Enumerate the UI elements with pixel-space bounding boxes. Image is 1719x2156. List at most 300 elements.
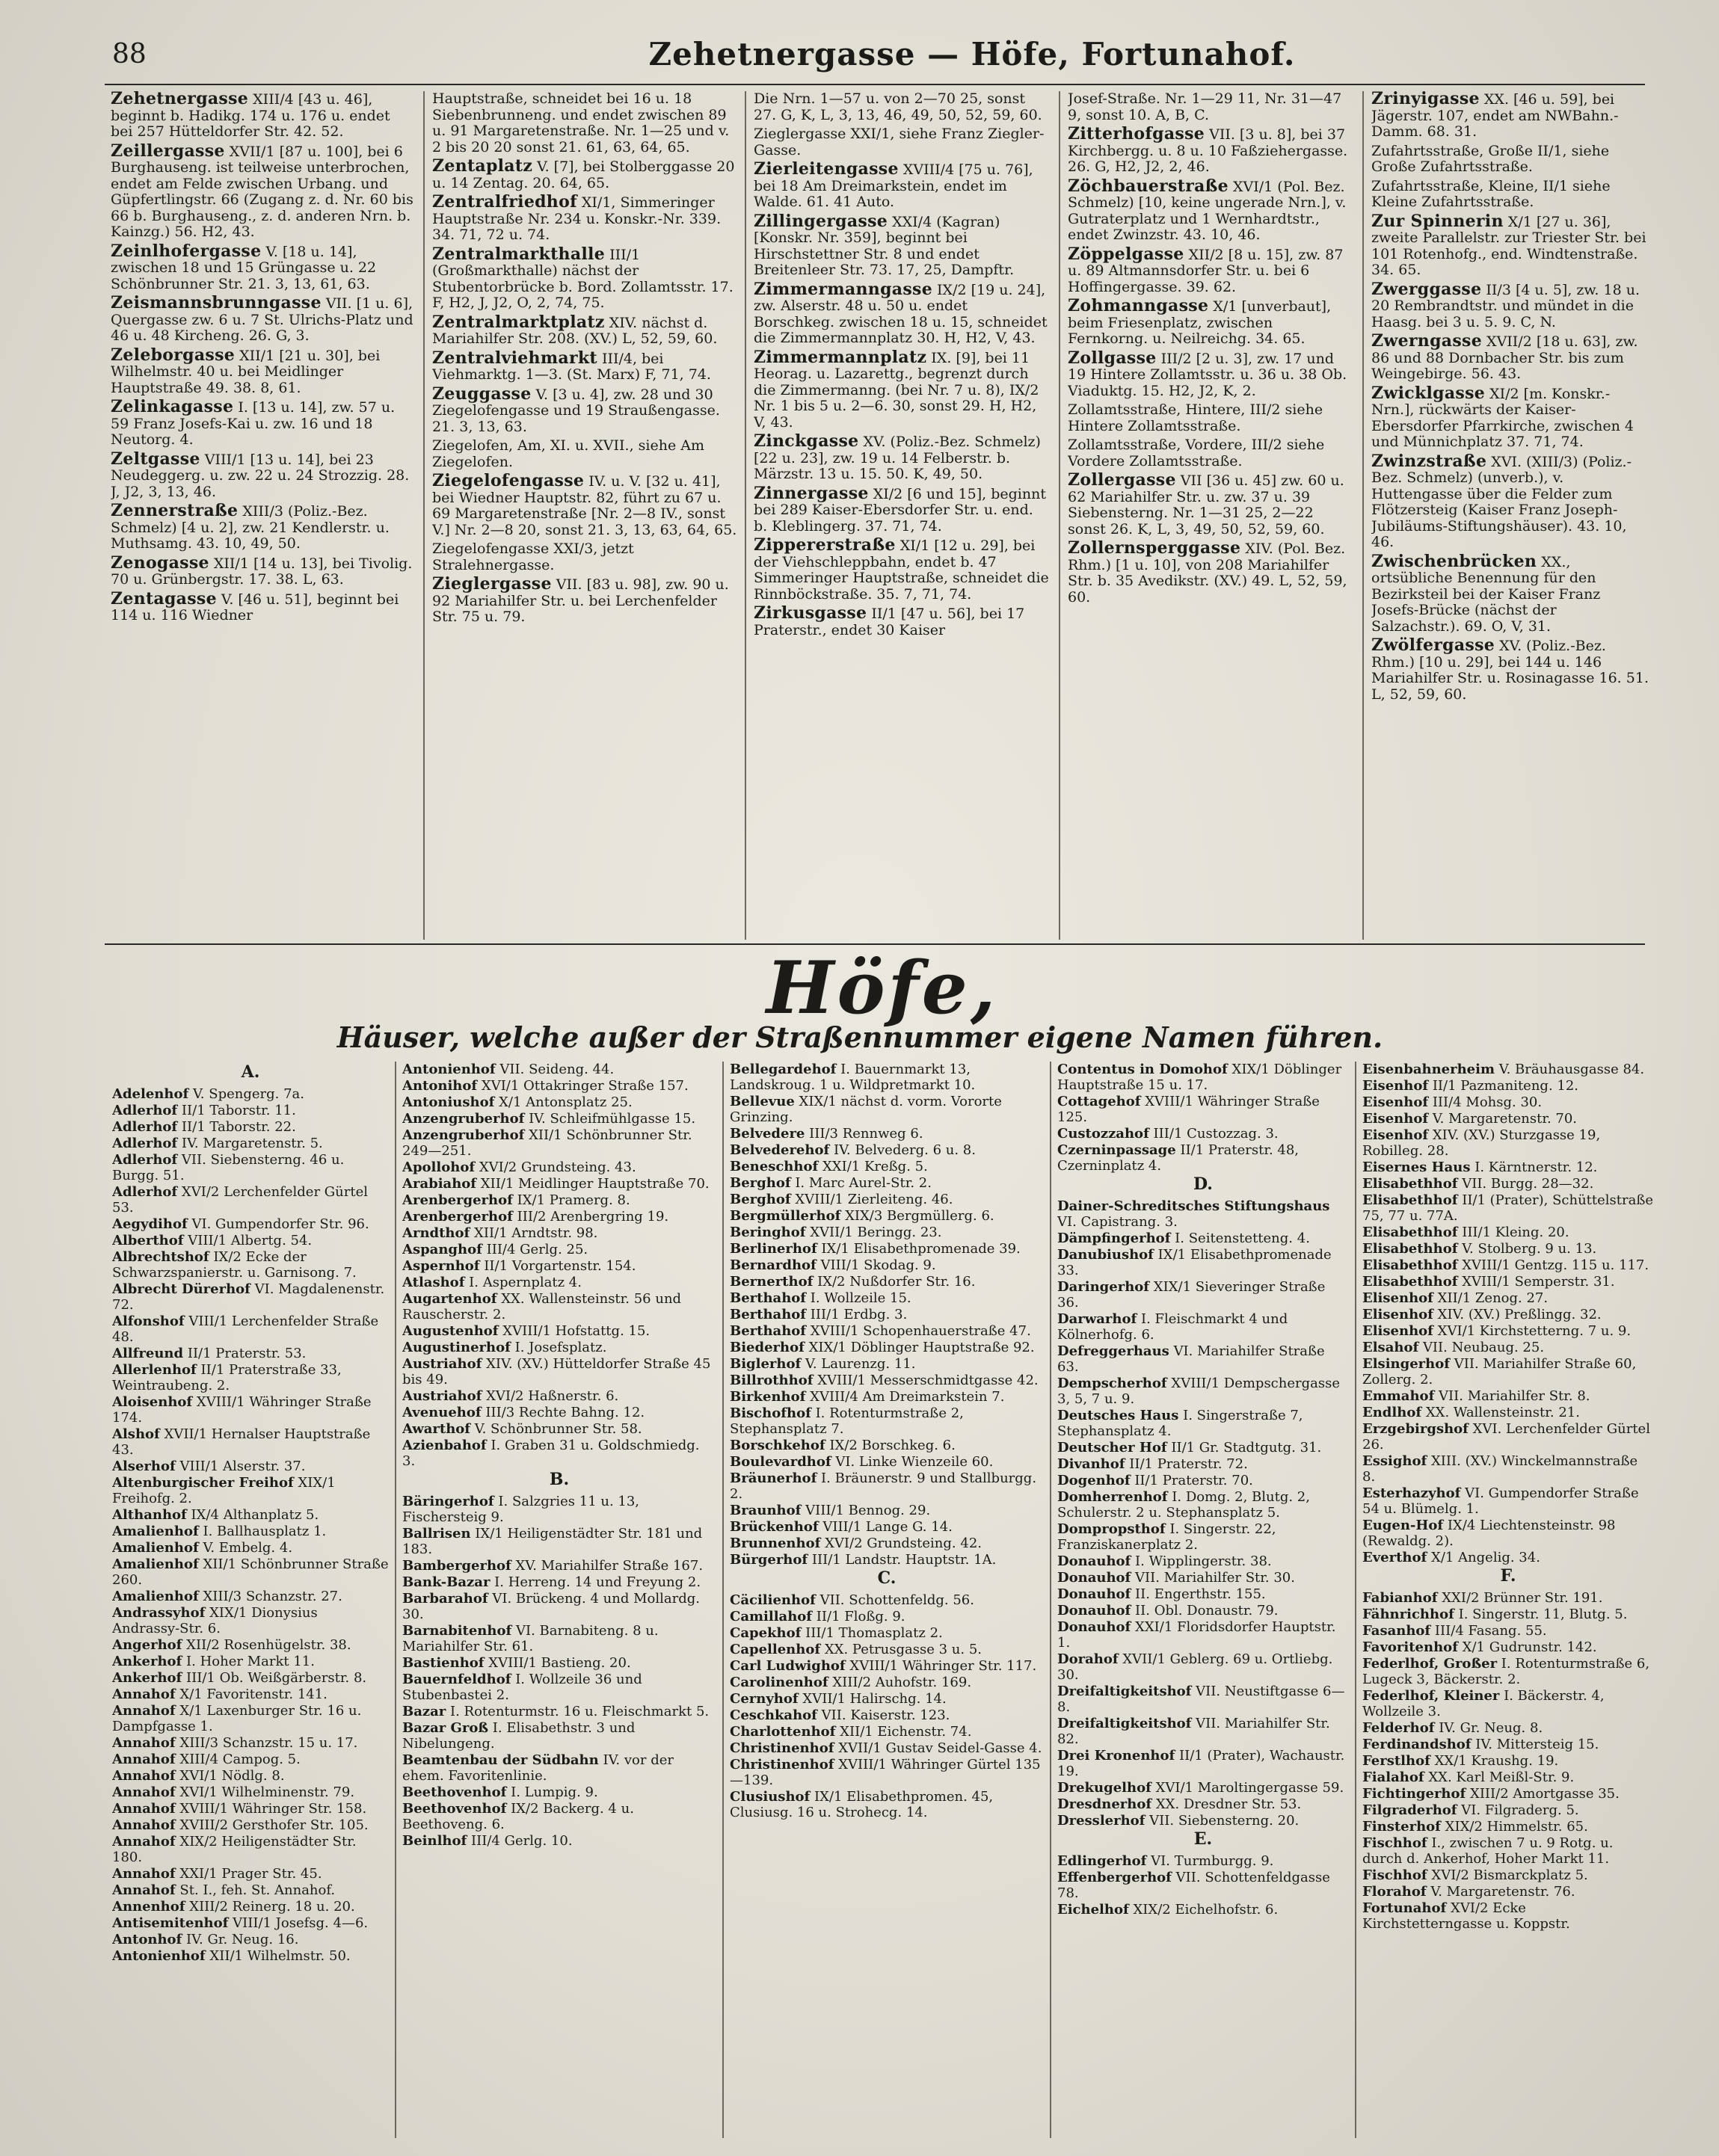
hof-address: XVIII/1 Semperstr. 31. bbox=[1462, 1274, 1615, 1290]
hof-entry bbox=[402, 1655, 716, 1671]
hof-name: Allfreund bbox=[112, 1346, 184, 1361]
hof-address: VI. Mariahilfer Straße 63. bbox=[1057, 1343, 1325, 1375]
hof-address: III/1 Ob. Weißgärberstr. 8. bbox=[186, 1670, 367, 1686]
hof-address: XX. Petrusgasse 3 u. 5. bbox=[824, 1642, 982, 1657]
street-name: Zinckgasse bbox=[754, 431, 859, 451]
street-entry bbox=[432, 91, 737, 155]
hof-entry bbox=[730, 1519, 1044, 1535]
hof-entry bbox=[1362, 1290, 1654, 1306]
street-name: Zippererstraße bbox=[754, 535, 896, 555]
hof-name: Finsterhof bbox=[1362, 1819, 1441, 1835]
column-divider bbox=[745, 91, 746, 940]
hof-entry bbox=[1362, 1192, 1654, 1224]
hof-entry bbox=[1362, 1518, 1654, 1549]
hof-address: XVIII/1 Währinger Straße 125. bbox=[1057, 1094, 1320, 1125]
street-description: X/1 [27 u. 36], zweite Parallelstr. zur Triester Str. bei 101 Rotenhofg., end. Windtenstraße. 34. 65. bbox=[1371, 213, 1646, 278]
street-description: V. [46 u. 51], beginnt bei 114 u. 116 Wiedner bbox=[111, 591, 399, 623]
hof-address: XVII/1 Geblerg. 69 u. Ortliebg. 30. bbox=[1057, 1651, 1333, 1683]
street-description: XVI/1 (Pol. Bez. Schmelz) [10, keine ungerade Nrn.], v. Gutraterplatz und 1 Wernhardtstr., endet Zwinzstr. 43. 10, 46. bbox=[1068, 178, 1347, 243]
hof-address: XVI/1 Wilhelminenstr. 79. bbox=[179, 1784, 355, 1800]
hof-address: II/1 Praterstr. 72. bbox=[1129, 1456, 1248, 1472]
hof-name: Erzgebirgshof bbox=[1362, 1421, 1469, 1437]
hof-entry bbox=[1362, 1802, 1654, 1818]
hof-entry bbox=[1057, 1902, 1349, 1918]
hof-entry bbox=[1057, 1142, 1349, 1174]
hof-name: Arenbergerhof bbox=[402, 1209, 513, 1225]
hof-name: Aegydihof bbox=[112, 1216, 188, 1232]
hof-entry bbox=[730, 1307, 1044, 1322]
hof-address: VIII/1 Alserstr. 37. bbox=[179, 1459, 306, 1474]
hof-name: Capellenhof bbox=[730, 1642, 821, 1657]
hof-address: VII. Neustiftgasse 6—8. bbox=[1057, 1684, 1345, 1715]
hof-name: Custozzahof bbox=[1057, 1126, 1149, 1142]
hof-name: Beringhof bbox=[730, 1225, 806, 1240]
hof-address: VII. Schottenfeldgasse 78. bbox=[1057, 1870, 1330, 1901]
hof-name: Antonienhof bbox=[112, 1948, 206, 1964]
street-entry bbox=[1371, 635, 1649, 703]
hof-address: XIX/1 Sieveringer Straße 36. bbox=[1057, 1279, 1326, 1310]
hof-name: Althanhof bbox=[112, 1507, 187, 1523]
hof-address: IV. Schleifmühlgasse 15. bbox=[529, 1111, 696, 1127]
hof-name: Fabianhof bbox=[1362, 1590, 1438, 1606]
hof-address: I. Wollzeile 36 und Stubenbastei 2. bbox=[402, 1672, 642, 1703]
hof-name: Esterhazyhof bbox=[1362, 1485, 1461, 1501]
hof-name: Deutsches Haus bbox=[1057, 1408, 1179, 1423]
hof-entry bbox=[1362, 1770, 1654, 1785]
hof-entry bbox=[112, 1459, 389, 1474]
hof-address: XIII. (XV.) Winckelmannstraße 8. bbox=[1362, 1453, 1638, 1485]
street-entry bbox=[1371, 179, 1649, 211]
hof-entry bbox=[730, 1757, 1044, 1788]
hof-address: I. Kärntnerstr. 12. bbox=[1474, 1159, 1598, 1175]
hof-name: Filgraderhof bbox=[1362, 1802, 1457, 1818]
hof-address: IX/2 Backerg. 4 u. Beethoveng. 6. bbox=[402, 1801, 634, 1832]
hof-address: I. Singerstr. 22, Franziskanerplatz 2. bbox=[1057, 1521, 1276, 1553]
hof-address: I., zwischen 7 u. 9 Rotg. u. durch d. Ankerhof, Hoher Markt 11. bbox=[1362, 1835, 1614, 1867]
hof-name: Boulevardhof bbox=[730, 1454, 831, 1470]
hof-address: XIII/3 Schanzstr. 15 u. 17. bbox=[179, 1735, 358, 1751]
hof-entry bbox=[1057, 1094, 1349, 1125]
hof-address: VI. Gumpendorfer Straße 54 u. Blümelg. 1. bbox=[1362, 1485, 1639, 1517]
hof-address: II/1 (Prater), Schüttelstraße 75, 77 u. 77A. bbox=[1362, 1192, 1654, 1224]
hof-entry bbox=[730, 1175, 1044, 1191]
street-name: Zwinzstraße bbox=[1371, 451, 1487, 471]
hof-address: I. Hoher Markt 11. bbox=[186, 1654, 315, 1669]
hof-name: Berghof bbox=[730, 1175, 791, 1191]
hof-address: XII/1 Arndtstr. 98. bbox=[474, 1225, 598, 1241]
hof-entry bbox=[1362, 1623, 1654, 1639]
hof-name: Capekhof bbox=[730, 1625, 802, 1641]
hof-entry bbox=[1057, 1684, 1349, 1715]
hof-name: Alshof bbox=[112, 1426, 160, 1442]
hof-entry bbox=[112, 1216, 389, 1232]
hof-address: XVIII/1 Währinger Straße 174. bbox=[112, 1394, 372, 1426]
letter-heading: C. bbox=[877, 1568, 897, 1588]
hof-name: Danubiushof bbox=[1057, 1247, 1154, 1263]
hof-name: Bauernfeldhof bbox=[402, 1672, 511, 1687]
hof-name: Elisabethhof bbox=[1362, 1225, 1458, 1240]
hof-entry bbox=[402, 1192, 716, 1208]
hof-name: Berghof bbox=[730, 1192, 791, 1207]
hof-name: Eugen-Hof bbox=[1362, 1518, 1444, 1533]
hof-name: Anzengruberhof bbox=[402, 1111, 525, 1127]
hof-address: I. Ballhausplatz 1. bbox=[203, 1524, 327, 1539]
street-name: Zentralfriedhof bbox=[432, 192, 577, 212]
street-entry bbox=[432, 576, 737, 626]
street-description: V. [3 u. 4], zw. 28 und 30 Ziegelofengasse und 19 Straußengasse. 21. 3, 13, 63. bbox=[432, 386, 720, 435]
hof-name: Donauhof bbox=[1057, 1553, 1131, 1569]
street-entry bbox=[754, 483, 1051, 535]
hof-name: Annahof bbox=[112, 1882, 176, 1898]
hof-name: Federlhof, Kleiner bbox=[1362, 1688, 1500, 1704]
hof-address: IX/2 Borschkeg. 6. bbox=[829, 1438, 956, 1453]
street-name: Zöchbauerstraße bbox=[1068, 176, 1228, 196]
hof-name: Apollohof bbox=[402, 1159, 476, 1175]
hof-entry bbox=[1362, 1274, 1654, 1290]
hof-address: XVII/1 Gustav Seidel-Gasse 4. bbox=[838, 1740, 1042, 1756]
hof-entry bbox=[402, 1494, 716, 1525]
hof-name: Arabiahof bbox=[402, 1176, 477, 1192]
hof-entry bbox=[1057, 1473, 1349, 1488]
hof-entry bbox=[112, 1687, 389, 1702]
hof-address: III/1 Thomasplatz 2. bbox=[805, 1625, 943, 1641]
hoefe-column-3 bbox=[730, 1062, 1044, 2138]
letter-heading: F. bbox=[1500, 1566, 1516, 1586]
hof-name: Eisenbahnerheim bbox=[1362, 1062, 1495, 1077]
hof-name: Dresslerhof bbox=[1057, 1813, 1146, 1829]
hof-address: VII. Mariahilfer Str. 82. bbox=[1057, 1716, 1330, 1747]
hof-address: XVI/2 Grundsteing. 42. bbox=[825, 1536, 982, 1551]
hof-name: Beethovenhof bbox=[402, 1801, 507, 1817]
hof-address: VIII/1 Josefsg. 4—6. bbox=[233, 1915, 369, 1931]
hof-name: Adlerhof bbox=[112, 1103, 178, 1118]
street-name: Zeleborgasse bbox=[111, 345, 236, 365]
street-name: Zentaplatz bbox=[432, 156, 533, 176]
street-name: Ziegelofengasse bbox=[432, 471, 585, 490]
hof-address: VI. Linke Wienzeile 60. bbox=[835, 1454, 994, 1470]
column-divider bbox=[423, 91, 425, 940]
hof-entry bbox=[112, 1233, 389, 1248]
hof-entry bbox=[1057, 1796, 1349, 1812]
hof-name: Birkenhof bbox=[730, 1389, 806, 1405]
hof-entry bbox=[1057, 1489, 1349, 1521]
hof-name: Bank-Bazar bbox=[402, 1574, 491, 1590]
hof-address: XIII/2 Reinerg. 18 u. 20. bbox=[189, 1899, 355, 1915]
hof-address: XVIII/1 Bastieng. 20. bbox=[488, 1655, 631, 1671]
header-rule bbox=[105, 84, 1645, 85]
running-head: Zehetnergasse — Höfe, Fortunahof. bbox=[648, 36, 1296, 73]
hof-name: Donauhof bbox=[1057, 1570, 1131, 1586]
street-name: Zirkusgasse bbox=[754, 603, 867, 623]
letter-heading: E. bbox=[1193, 1829, 1213, 1849]
street-name: Zwerngasse bbox=[1371, 331, 1482, 351]
hof-address: IV. Belvederg. 6 u. 8. bbox=[833, 1142, 976, 1158]
hof-name: Beinlhof bbox=[402, 1833, 467, 1849]
hof-address: VII. Schottenfeldg. 56. bbox=[819, 1592, 974, 1608]
street-entry bbox=[1371, 383, 1649, 451]
street-entry bbox=[1371, 333, 1649, 383]
hof-entry bbox=[112, 1394, 389, 1426]
hof-address: III/2 Arenbergring 19. bbox=[517, 1209, 669, 1225]
hof-name: Cäcilienhof bbox=[730, 1592, 816, 1608]
hof-entry bbox=[730, 1062, 1044, 1093]
hof-address: VII. Siebensterng. 46 u. Burgg. 51. bbox=[112, 1152, 345, 1183]
hof-entry bbox=[1057, 1231, 1349, 1246]
hof-address: IX/1 Elisabethpromen. 45, Clusiusg. 16 u. Strohecg. 14. bbox=[730, 1789, 994, 1820]
hof-address: XVIII/1 Hofstattg. 15. bbox=[502, 1323, 651, 1339]
hof-address: XVIII/2 Gersthofer Str. 105. bbox=[179, 1817, 369, 1833]
hof-name: Fischhof bbox=[1362, 1835, 1427, 1851]
hof-entry bbox=[112, 1915, 389, 1931]
hof-entry bbox=[1362, 1257, 1654, 1273]
column-divider bbox=[395, 1062, 396, 2138]
hof-name: Fähnrichhof bbox=[1362, 1607, 1454, 1622]
hof-address: XVII/1 Beringg. 23. bbox=[810, 1225, 942, 1240]
hof-address: I. Elisabethstr. 3 und Nibelungeng. bbox=[402, 1720, 636, 1752]
hof-entry bbox=[402, 1176, 716, 1192]
hof-entry bbox=[112, 1540, 389, 1556]
street-description: XII/1 [14 u. 13], bei Tivolig. 70 u. Grünbergstr. 17. 38. L, 63. bbox=[111, 555, 413, 588]
hof-entry bbox=[402, 1421, 716, 1437]
hof-address: XVI/2 Grundsteing. 43. bbox=[479, 1159, 636, 1175]
hof-entry bbox=[1057, 1619, 1349, 1651]
hof-entry bbox=[1362, 1835, 1654, 1867]
hof-entry bbox=[1362, 1111, 1654, 1127]
hof-address: XIX/1 nächst d. vorm. Vororte Grinzing. bbox=[730, 1094, 1002, 1125]
hof-entry bbox=[730, 1609, 1044, 1624]
hof-address: V. Margaretenstr. 70. bbox=[1432, 1111, 1578, 1127]
hof-address: XII/1 Zenog. 27. bbox=[1437, 1290, 1549, 1306]
hof-name: Bischofhof bbox=[730, 1405, 811, 1421]
hoefe-column-1 bbox=[112, 1062, 389, 2138]
hof-name: Edlingerhof bbox=[1057, 1853, 1147, 1869]
hof-name: Azienbahof bbox=[402, 1438, 487, 1453]
hof-name: Adelenhof bbox=[112, 1086, 189, 1102]
street-description: III/1 (Großmarkthalle) nächst der Stubentorbrücke b. Bord. Zollamtsstr. 17. F, H2, J, J2, O, 2, 74, 75. bbox=[432, 246, 734, 311]
hof-entry bbox=[730, 1470, 1044, 1502]
hof-address: XIII/2 Auhofstr. 169. bbox=[832, 1675, 972, 1690]
hof-address: IV. Mittersteig 15. bbox=[1475, 1737, 1599, 1752]
hof-address: XII/1 Meidlinger Hauptstraße 70. bbox=[480, 1176, 710, 1192]
hof-name: Drei Kronenhof bbox=[1057, 1748, 1175, 1764]
hof-name: Ferdinandshof bbox=[1362, 1737, 1472, 1752]
hof-address: IV. Gr. Neug. 8. bbox=[1439, 1720, 1543, 1736]
hof-name: Daringerhof bbox=[1057, 1279, 1150, 1295]
hof-entry bbox=[402, 1356, 716, 1387]
street-name: Zentralmarktplatz bbox=[432, 312, 605, 332]
hof-entry bbox=[112, 1136, 389, 1151]
hof-entry bbox=[112, 1817, 389, 1833]
hof-entry bbox=[1057, 1716, 1349, 1747]
hof-entry bbox=[1362, 1786, 1654, 1802]
hof-entry bbox=[730, 1789, 1044, 1820]
street-entry bbox=[432, 348, 737, 384]
hof-name: Felderhof bbox=[1362, 1720, 1435, 1736]
hof-name: Augartenhof bbox=[402, 1291, 497, 1307]
street-entry bbox=[432, 158, 737, 191]
hof-name: Ferstlhof bbox=[1362, 1753, 1430, 1769]
hof-entry bbox=[1057, 1126, 1349, 1142]
hof-address: VI. Turmburgg. 9. bbox=[1151, 1853, 1274, 1869]
hof-entry bbox=[402, 1340, 716, 1355]
street-entry bbox=[1068, 91, 1355, 123]
hof-name: Dreifaltigkeitshof bbox=[1057, 1684, 1192, 1699]
hof-entry bbox=[1057, 1343, 1349, 1375]
hof-name: Drekugelhof bbox=[1057, 1780, 1151, 1796]
street-name: Zeismannsbrunngasse bbox=[111, 293, 322, 312]
hof-address: X/1 Favoritenstr. 141. bbox=[179, 1687, 327, 1702]
hof-address: II/1 Pazmaniteng. 12. bbox=[1432, 1078, 1579, 1094]
hof-address: III/4 Gerlg. 10. bbox=[471, 1833, 573, 1849]
hof-entry bbox=[1362, 1421, 1654, 1453]
street-name: Zrinyigasse bbox=[1371, 91, 1480, 108]
street-entry bbox=[1371, 279, 1649, 331]
hof-address: XIV. (XV.) Preßlingg. 32. bbox=[1437, 1307, 1602, 1322]
hof-name: Donauhof bbox=[1057, 1619, 1131, 1635]
hof-name: Eisenhof bbox=[1362, 1078, 1429, 1094]
street-description: XI/1, Simmeringer Hauptstraße Nr. 234 u. Konskr.-Nr. 339. 34. 71, 72 u. 74. bbox=[432, 194, 722, 243]
street-entry bbox=[432, 541, 737, 573]
street-entry bbox=[432, 244, 737, 312]
hof-entry bbox=[402, 1752, 716, 1784]
street-description: Zollamtsstraße, Hintere, III/2 siehe Hintere Zollamtsstraße. bbox=[1068, 401, 1323, 434]
hof-address: III/1 Kleing. 20. bbox=[1462, 1225, 1569, 1240]
hof-address: VI. Gumpendorfer Str. 96. bbox=[191, 1216, 369, 1232]
hof-address: VI. Barnabiteng. 8 u. Mariahilfer Str. 61. bbox=[402, 1623, 659, 1654]
hof-address: XVII/1 Hernalser Hauptstraße 43. bbox=[112, 1426, 371, 1458]
hof-name: Allerlenhof bbox=[112, 1362, 197, 1378]
hof-name: Fasanhof bbox=[1362, 1623, 1431, 1639]
hof-entry bbox=[1362, 1720, 1654, 1736]
hof-address: XIX/1 Dionysius Andrassy-Str. 6. bbox=[112, 1605, 318, 1636]
hof-address: II/1 Praterstr. 53. bbox=[187, 1346, 307, 1361]
street-entry bbox=[754, 535, 1051, 603]
hof-entry bbox=[1362, 1590, 1654, 1606]
street-entry bbox=[111, 449, 416, 501]
hof-address: VIII/1 Skodag. 9. bbox=[820, 1257, 936, 1273]
hof-entry bbox=[730, 1094, 1044, 1125]
hof-address: XVIII/1 Währinger Gürtel 135—139. bbox=[730, 1757, 1041, 1788]
street-entry bbox=[432, 194, 737, 244]
hof-name: Antisemitenhof bbox=[112, 1915, 229, 1931]
hof-name: Bäringerhof bbox=[402, 1494, 494, 1509]
hof-name: Annahof bbox=[112, 1817, 176, 1833]
hof-address: II/1 Gr. Stadtgutg. 31. bbox=[1171, 1440, 1322, 1456]
hof-entry bbox=[730, 1142, 1044, 1158]
hof-entry bbox=[1057, 1748, 1349, 1779]
hof-name: Antoniushof bbox=[402, 1094, 495, 1110]
hof-name: Biglerhof bbox=[730, 1356, 802, 1372]
hof-name: Ankerhof bbox=[112, 1654, 182, 1669]
street-description: XXI/4 (Kagran) [Konskr. Nr. 359], beginnt bei Hirschstettner Str. 8 und endet Breitenleer Str. 73. 17, 25, Dampftr. bbox=[754, 213, 1015, 278]
street-entry bbox=[754, 91, 1051, 123]
hof-address: VIII/1 Lerchenfelder Straße 48. bbox=[112, 1313, 379, 1345]
street-entry bbox=[1068, 126, 1355, 176]
hof-entry bbox=[1057, 1603, 1349, 1618]
hof-address: III/3 Rechte Bahng. 12. bbox=[485, 1405, 645, 1420]
hof-entry bbox=[730, 1592, 1044, 1608]
hof-address: V. Margaretenstr. 76. bbox=[1430, 1884, 1575, 1900]
street-description: XVI. (XIII/3) (Poliz.-Bez. Schmelz) (unverb.), v. Huttengasse über die Felder zum Flötzersteig (Kaiser Franz Joseph-Jubiläums-Stiftungshäuser). 43. 10, 46. bbox=[1371, 453, 1632, 550]
street-description: Zollamtsstraße, Vordere, III/2 siehe Vordere Zollamtsstraße. bbox=[1068, 437, 1325, 469]
hof-name: Berlinerhof bbox=[730, 1241, 817, 1257]
hof-name: Biederhof bbox=[730, 1340, 805, 1355]
hof-address: I. Josefsplatz. bbox=[514, 1340, 607, 1355]
hof-address: XIII/2 Amortgasse 35. bbox=[1470, 1786, 1620, 1802]
hof-name: Albrecht Dürerhof bbox=[112, 1281, 250, 1297]
hof-entry bbox=[730, 1373, 1044, 1388]
hof-address: XIX/1 Döblinger Hauptstraße 92. bbox=[808, 1340, 1035, 1355]
hof-name: Annahof bbox=[112, 1768, 176, 1784]
street-name: Zollgasse bbox=[1068, 348, 1157, 368]
hof-entry bbox=[1362, 1656, 1654, 1687]
hof-entry bbox=[402, 1258, 716, 1274]
hof-name: Charlottenhof bbox=[730, 1724, 836, 1740]
hof-address: II/1 Vorgartenstr. 154. bbox=[484, 1258, 636, 1274]
hof-address: V. Spengerg. 7a. bbox=[192, 1086, 304, 1102]
hof-address: XVI/2 Ecke Kirchstetterngasse u. Koppstr. bbox=[1362, 1900, 1570, 1932]
hof-name: Fortunahof bbox=[1362, 1900, 1447, 1916]
hof-name: Anzengruberhof bbox=[402, 1127, 525, 1143]
hof-entry bbox=[402, 1078, 716, 1094]
street-description: Zieglergasse XXI/1, siehe Franz Ziegler-Gasse. bbox=[754, 126, 1045, 158]
hof-entry bbox=[1362, 1639, 1654, 1655]
hof-name: Adlerhof bbox=[112, 1184, 178, 1200]
hof-entry bbox=[1057, 1440, 1349, 1456]
hof-entry bbox=[112, 1932, 389, 1947]
hof-address: VIII/1 Albertg. 54. bbox=[188, 1233, 313, 1248]
hof-entry bbox=[112, 1152, 389, 1183]
street-description: Josef-Straße. Nr. 1—29 11, Nr. 31—47 9, sonst 10. A, B, C. bbox=[1068, 91, 1342, 123]
street-name: Zimmermanngasse bbox=[754, 279, 932, 299]
street-entry bbox=[432, 473, 737, 538]
hof-name: Dainer-Schreditsches Stiftungshaus bbox=[1057, 1198, 1330, 1214]
street-name: Zollergasse bbox=[1068, 470, 1176, 490]
hof-address: XIV. (XV.) Sturzgasse 19, Robilleg. 28. bbox=[1362, 1127, 1601, 1159]
hof-name: Eisenhof bbox=[1362, 1127, 1429, 1143]
column-divider bbox=[1355, 1062, 1356, 2138]
street-name: Zwölfergasse bbox=[1371, 635, 1495, 655]
street-entry bbox=[1371, 91, 1649, 141]
street-entry bbox=[111, 345, 416, 397]
hof-address: VII. Mariahilfer Str. 8. bbox=[1439, 1388, 1590, 1404]
hof-address: I. Wipplingerstr. 38. bbox=[1135, 1553, 1272, 1569]
hof-name: Essighof bbox=[1362, 1453, 1427, 1469]
hof-address: II. Engerthstr. 155. bbox=[1135, 1586, 1266, 1602]
hof-address: I. Rotenturmstraße 2, Stephansplatz 7. bbox=[730, 1405, 964, 1437]
hof-entry bbox=[402, 1833, 716, 1849]
letter-heading: B. bbox=[549, 1470, 570, 1489]
hof-address: IX/2 Nußdorfer Str. 16. bbox=[817, 1274, 976, 1290]
hof-entry bbox=[402, 1405, 716, 1420]
hof-entry bbox=[730, 1454, 1044, 1470]
hof-address: XV. Mariahilfer Straße 167. bbox=[515, 1558, 704, 1574]
hof-name: Brückenhof bbox=[730, 1519, 819, 1535]
hof-name: Altenburgischer Freihof bbox=[112, 1475, 294, 1491]
hof-name: Barnabitenhof bbox=[402, 1623, 512, 1639]
street-name: Zur Spinnerin bbox=[1371, 211, 1504, 231]
hof-name: Bambergerhof bbox=[402, 1558, 511, 1574]
hof-name: Austriahof bbox=[402, 1356, 482, 1372]
hof-name: Amalienhof bbox=[112, 1556, 199, 1572]
hof-entry bbox=[402, 1704, 716, 1719]
hof-entry bbox=[112, 1768, 389, 1784]
hof-address: XVI/2 Lerchenfelder Gürtel 53. bbox=[112, 1184, 368, 1216]
hof-entry bbox=[402, 1225, 716, 1241]
street-description: XVIII/4 [75 u. 76], bei 18 Am Dreimarkstein, endet im Walde. 61. 41 Auto. bbox=[754, 161, 1033, 210]
street-description: Zufahrtsstraße, Kleine, II/1 siehe Kleine Zufahrtsstraße. bbox=[1371, 177, 1611, 210]
street-description: IX/2 [19 u. 24], zw. Alserstr. 48 u. 50 u. endet Borschkeg. zwischen 18 u. 15, schneidet die Zimmermannplatz 30. H, H2, V, 43. bbox=[754, 281, 1048, 346]
